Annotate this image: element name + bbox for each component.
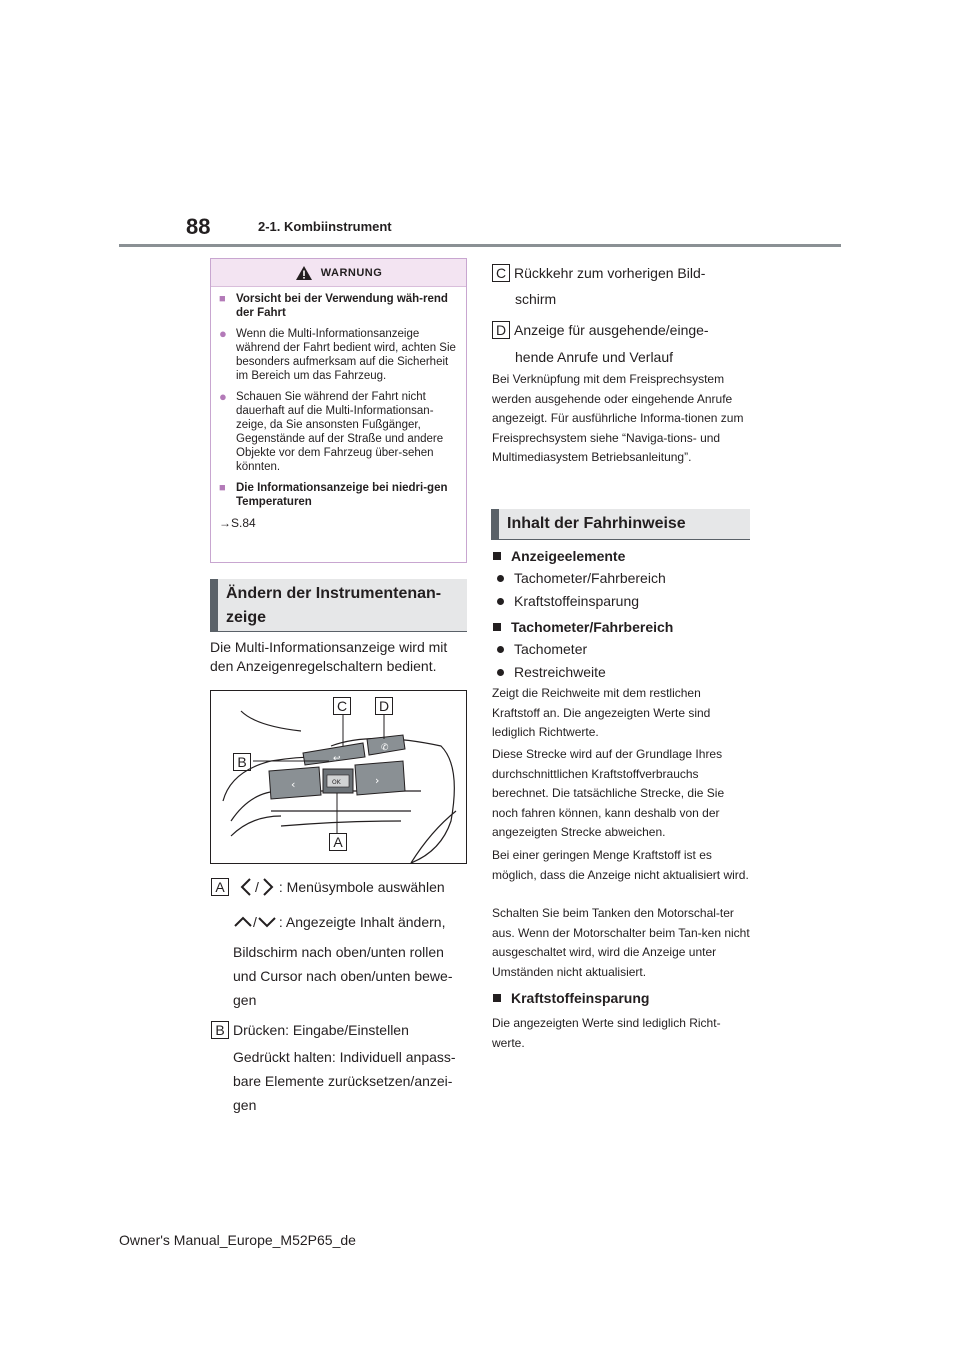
warning-item: ● Schauen Sie während der Fahrt nicht dauerhaft auf die Multi-Informationsan-zeige, da Sie ansonsten Fußgänger, Gegenstände auf der Straße und andere Objekte vor dem Fahrzeug über-sehen könnten. — [219, 389, 444, 473]
label-a: A — [211, 878, 229, 896]
bullet-fuel-economy: Kraftstoffeinsparung — [493, 593, 639, 609]
item-b-line4: gen — [233, 1097, 257, 1113]
figure-label-d: D — [375, 697, 393, 715]
square-bullet-icon — [493, 994, 501, 1002]
item-d-line1: D Anzeige für ausgehende/einge- — [492, 320, 709, 340]
item-c-line1: C Rückkehr zum vorherigen Bild- — [492, 263, 705, 283]
warning-triangle-icon — [295, 265, 313, 281]
square-bullet-icon — [493, 552, 501, 560]
item-a-line4: und Cursor nach oben/unten bewe- — [233, 968, 453, 984]
intro-paragraph: Die Multi-Informationsanzeige wird mit den Anzeigenregelschaltern bedient. — [210, 639, 448, 674]
circle-bullet-icon: ● — [219, 389, 227, 404]
item-c-line2: schirm — [515, 291, 557, 307]
bullet-dot-icon — [497, 598, 504, 605]
bullet-speedometer-range: Tachometer/Fahrbereich — [493, 570, 666, 586]
square-bullet-icon — [493, 623, 501, 631]
label-d: D — [492, 321, 510, 339]
item-b-line1: B Drücken: Eingabe/Einstellen — [211, 1020, 409, 1040]
section-title-change-display: Ändern der Instrumentenan- zeige — [210, 579, 467, 632]
svg-text:OK: OK — [332, 779, 341, 786]
range-paragraph-4: Schalten Sie beim Tanken den Motorschal-ter aus. Wenn der Motorschalter beim Tan-ken nicht ausgeschaltet wird, wird die Anzeige unter Umständen nicht aktualisiert. — [492, 906, 750, 979]
warning-title: WARNUNG — [320, 266, 383, 279]
square-bullet-icon: ■ — [219, 293, 226, 305]
warning-header — [211, 259, 466, 287]
figure-label-c: C — [333, 697, 351, 715]
item-b-line2: Gedrückt halten: Individuell anpass- — [233, 1049, 456, 1065]
warning-item: ● Wenn die Multi-Informationsanzeige während der Fahrt bedient wird, achten Sie besonders aufmerksam auf die Sicherheit im Bereich um das Fahrzeug. — [219, 326, 456, 382]
bullet-range: Restreichweite — [493, 664, 606, 680]
chevron-up-icon — [233, 915, 253, 929]
warning-item: ■ Die Informationsanzeige bei niedri-gen Temperaturen — [219, 482, 448, 508]
item-b-line3: bare Elemente zurücksetzen/anzei- — [233, 1073, 453, 1089]
footer-text: Owner's Manual_Europe_M52P65_de — [119, 1232, 356, 1248]
range-paragraph-2: Diese Strecke wird auf der Grundlage Ihres durchschnittlichen Kraftstoffverbrauchs berechnet. Die tatsächliche Strecke, die Sie noch fahren können, kann deshalb von der angezeigten Strecke abweichen. — [492, 747, 725, 840]
square-bullet-icon: ■ — [219, 482, 226, 494]
section-header: 2-1. Kombiinstrument — [258, 219, 392, 234]
range-paragraph-1: Zeigt die Reichweite mit dem restlichen Kraftstoff an. Die angezeigten Werte sind lediglich Richtwerte. — [492, 686, 711, 740]
figure-label-a: A — [329, 833, 347, 851]
chevron-left-icon — [239, 877, 253, 897]
fuel-economy-paragraph: Die angezeigten Werte sind lediglich Richt-werte. — [492, 1016, 721, 1050]
item-d-line2: hende Anrufe und Verlauf — [515, 349, 674, 365]
range-paragraph-3: Bei einer geringen Menge Kraftstoff ist es möglich, dass die Anzeige nicht aktualisiert wird. — [492, 848, 749, 882]
item-a-line2: / : Angezeigte Inhalt ändern, — [233, 912, 445, 932]
item-a-line5: gen — [233, 992, 257, 1008]
heading-display-items: Anzeigeelemente — [493, 548, 625, 564]
svg-text:›: › — [375, 774, 380, 787]
warning-item: ■ Vorsicht bei der Verwendung wäh-rend der Fahrt — [219, 293, 448, 319]
svg-text:✆: ✆ — [381, 743, 389, 753]
svg-text:↩: ↩ — [333, 754, 341, 764]
steering-switch-figure — [210, 690, 467, 864]
bullet-dot-icon — [497, 575, 504, 582]
bullet-dot-icon — [497, 669, 504, 676]
bullet-dot-icon — [497, 646, 504, 653]
item-a-line1: A / : Menüsymbole auswählen — [211, 877, 445, 897]
warning-reference: →S.84 — [219, 516, 256, 530]
heading-speedometer-range: Tachometer/Fahrbereich — [493, 619, 673, 635]
label-b: B — [211, 1021, 229, 1039]
circle-bullet-icon: ● — [219, 326, 227, 341]
warning-box — [210, 258, 467, 563]
chevron-down-icon — [257, 915, 277, 929]
header-rule — [119, 244, 841, 247]
heading-fuel-economy: Kraftstoffeinsparung — [493, 990, 649, 1006]
label-c: C — [492, 264, 510, 282]
handsfree-paragraph: Bei Verknüpfung mit dem Freisprechsystem werden ausgehende oder eingehende Anrufe angezeigt. Für ausführliche Informa-tionen zum Freisprechsystem siehe “Naviga-tions- und Multimediasystem Betriebsanleitung”. — [492, 372, 744, 465]
item-a-line3: Bildschirm nach oben/unten rollen — [233, 944, 444, 960]
section-title-driving-info: Inhalt der Fahrhinweise — [491, 509, 750, 540]
bullet-speedometer: Tachometer — [493, 641, 587, 657]
item-a-text: : Menüsymbole auswählen — [278, 879, 445, 895]
figure-label-b: B — [233, 753, 251, 771]
page-number: 88 — [186, 214, 211, 239]
chevron-right-icon — [261, 877, 275, 897]
svg-text:‹: ‹ — [291, 778, 296, 791]
